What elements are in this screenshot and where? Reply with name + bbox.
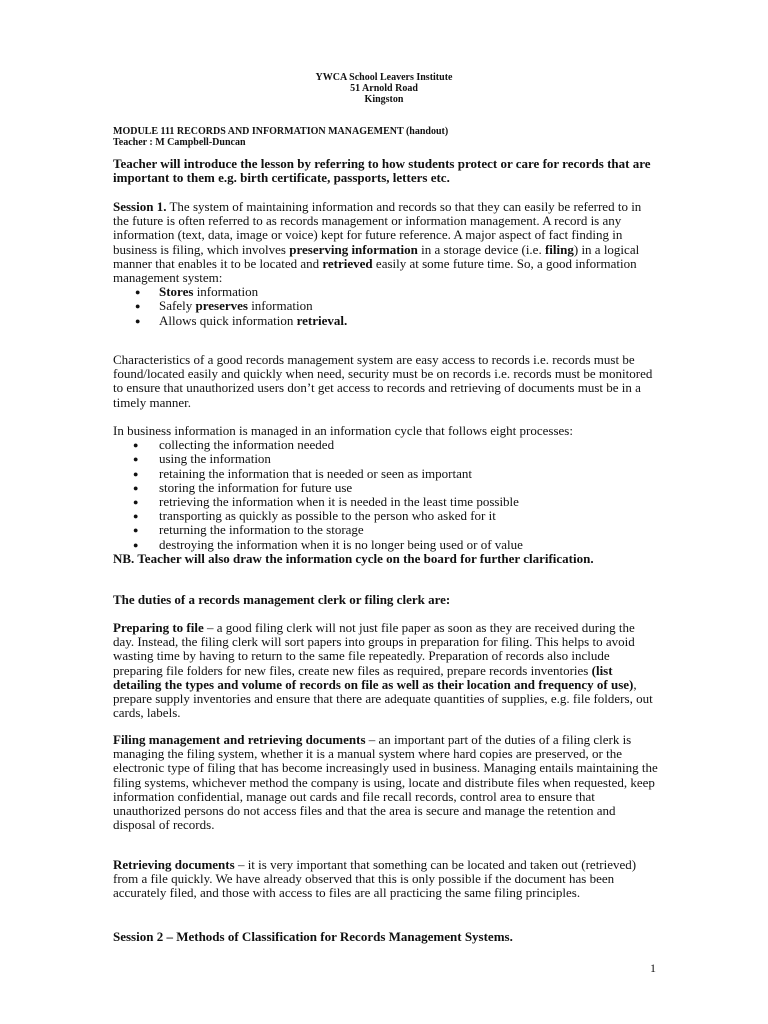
session-2-heading: Session 2 – Methods of Classification for Records Management Systems. (113, 929, 513, 944)
list-item: ● using the information (133, 451, 271, 467)
institute-name: YWCA School Leavers Institute (315, 72, 453, 83)
preparing-label: Preparing to file (113, 620, 204, 635)
list-item: ● transporting as quickly as possible to the person who asked for it (133, 508, 496, 524)
letterhead (0, 72, 768, 105)
list-item: ● collecting the information needed (133, 437, 335, 453)
bullet-icon: ● (133, 497, 139, 508)
filing-management-paragraph: Filing management and retrieving documents – an important part of the duties of a filing clerk is managing the filing system, whether it is a manual system where hard copies are preserved, or the electronic type of filing that has become increasingly used in business. Managing entails maintaining the filing systems, whichever method the company is using, locate and distribute files when requested, keep information confidential, manage out cards and file recall records, control area to ensure that unauthorized persons do not access files and that the area is secure and manage the retention and disposal of records. (113, 732, 658, 833)
nb-note: NB. Teacher will also draw the information cycle on the board for further clarification. (113, 550, 594, 566)
list-item: ● Stores information (135, 284, 259, 300)
list-item: ● destroying the information when it is no longer being used or of value (133, 536, 523, 552)
session-1-paragraph: Session 1. The system of maintaining information and records so that they can easily be referred to in the future is often referred to as records management or information management. A record is any information (text, data, image or voice) kept for future reference. A major aspect of fact finding in business is filing, which involves preserving information in a storage device (i.e. filing) in a logical manner that enables it to be located and retrieved easily at some future time. So, a good information management system: (113, 199, 642, 286)
bullet-icon: ● (133, 539, 139, 550)
characteristics-paragraph: Characteristics of a good records management system are easy access to records i.e. records must be found/located easily and quickly when need, security must be on records i.e. records must be monitored to ensure that unauthorized users don’t get access to records and retrieving of documents must be in a timely manner. (113, 352, 653, 410)
system-bullet-list (113, 285, 658, 328)
filing-management-label: Filing management and retrieving documents (113, 732, 366, 747)
cycle-intro: In business information is managed in an information cycle that follows eight processes: (113, 423, 573, 438)
retrieving-documents-paragraph: Retrieving documents – it is very important that something can be located and taken out (retrieved) from a file quickly. We have already observed that this is only possible if the document has been accurately filed, and those with access to files are all practicing the same filing principles. (113, 857, 637, 901)
list-item: ● storing the information for future use (133, 479, 353, 495)
bullet-icon: ● (133, 440, 139, 451)
retrieving-label: Retrieving documents (113, 857, 235, 872)
session-1-section (113, 200, 658, 328)
module-title: MODULE 111 RECORDS AND INFORMATION MANAGEMENT (handout) (113, 126, 449, 137)
bullet-icon: ● (135, 315, 141, 326)
intro-paragraph: Teacher will introduce the lesson by referring to how students protect or care for records that are important to them e.g. birth certificate, passports, letters etc. (113, 156, 651, 186)
list-item: ● returning the information to the storage (133, 522, 364, 538)
list-item: ● Allows quick information retrieval. (135, 312, 348, 328)
institute-city: Kingston (364, 94, 404, 105)
information-cycle-section (113, 424, 658, 566)
session-1-label: Session 1. (113, 199, 167, 214)
institute-address: 51 Arnold Road (350, 83, 418, 94)
list-item: ● retrieving the information when it is needed in the least time possible (133, 494, 519, 510)
teacher-name: Teacher : M Campbell-Duncan (113, 137, 246, 148)
cycle-process-list (113, 438, 658, 552)
duties-heading: The duties of a records management clerk or filing clerk are: (113, 592, 451, 607)
bullet-icon: ● (135, 301, 141, 312)
page-number: 1 (650, 961, 656, 975)
bullet-icon: ● (133, 468, 139, 479)
bullet-icon: ● (133, 525, 139, 536)
bullet-icon: ● (133, 454, 139, 465)
bullet-icon: ● (133, 482, 139, 493)
list-item: ● Safely preserves information (135, 298, 313, 314)
bullet-icon: ● (133, 511, 139, 522)
module-heading (113, 126, 448, 148)
list-item: ● retaining the information that is needed or seen as important (133, 465, 472, 481)
bullet-icon: ● (135, 287, 141, 298)
preparing-to-file-paragraph: Preparing to file – a good filing clerk will not just file paper as soon as they are received during the day. Instead, the filing clerk will sort papers into groups in preparation for filing. This helps to avoid wasting time by having to return to the same file repeatedly. Preparation of records also include preparing file folders for new files, create new files as required, prepare records inventories (list detailing the types and volume of records on file as well as their location and frequency of use), prepare supply inventories and ensure that there are adequate quantities of supplies, e.g. file folders, out cards, labels. (113, 620, 653, 721)
